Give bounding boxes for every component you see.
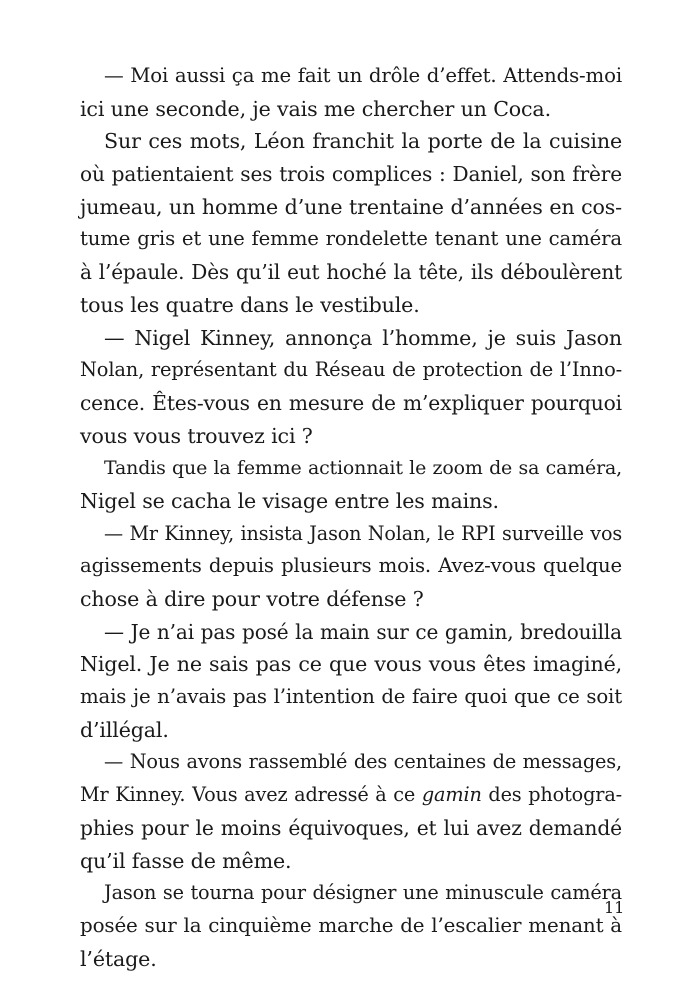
text-line: mais je n’avais pas l’intention de faire quoi que ce soit [80, 685, 622, 709]
text-line: jumeau, un homme d’une trentaine d’années en cos- [80, 194, 622, 219]
text-line: Sur ces mots, Léon franchit la porte de la cuisine [104, 129, 622, 154]
text-line: Nigel se cacha le visage entre les mains. [80, 488, 499, 513]
page-number: 11 [604, 898, 625, 917]
text-line: — Nous avons rassemblé des centaines de messages, [104, 750, 622, 774]
text-line: Nigel. Je ne sais pas ce que vous vous êtes imaginé, [80, 652, 622, 677]
text-line: — Je n’ai pas posé la main sur ce gamin, bredouilla [104, 619, 622, 644]
text-line: — Moi aussi ça me fait un drôle d’effet. Attends-moi [104, 64, 622, 87]
text-line: Nolan, représentant du Réseau de protection de l’Inno- [80, 358, 622, 382]
text-line: posée sur la cinquième marche de l’escalier menant à [80, 913, 622, 937]
text-line: — Nigel Kinney, annonça l’homme, je suis Jason [104, 325, 622, 350]
text-line: tous les quatre dans le vestibule. [80, 292, 420, 317]
italic-word: gamin [421, 783, 482, 807]
text-line: cence. Êtes-vous en mesure de m’expliquer pourquoi [80, 390, 622, 415]
text-line: ici une seconde, je vais me chercher un Coca. [80, 96, 551, 121]
text-line: agissements depuis plusieurs mois. Avez-vous quelque [80, 554, 622, 578]
text-fragment: Mr Kinney. Vous avez adressé à ce [80, 783, 422, 807]
body-text [80, 60, 625, 975]
text-line: d’illégal. [80, 717, 169, 742]
text-line: — Mr Kinney, insista Jason Nolan, le RPI surveille vos [104, 521, 622, 545]
text-line: vous vous trouvez ici ? [80, 423, 313, 448]
text-line: qu’il fasse de même. [80, 848, 292, 873]
text-line: Tandis que la femme actionnait le zoom de sa caméra, [104, 457, 622, 480]
text-line: tume gris et une femme rondelette tenant une caméra [80, 227, 622, 251]
text-line [80, 779, 622, 812]
text-line: Jason se tourna pour désigner une minuscule caméra [104, 881, 622, 905]
text-line: chose à dire pour votre défense ? [80, 587, 424, 611]
text-fragment: des photogra- [481, 783, 623, 807]
text-line: phies pour le moins équivoques, et lui avez demandé [80, 815, 622, 840]
text-line: où patientaient ses trois complices : Daniel, son frère [80, 162, 622, 187]
text-line: à l’épaule. Dès qu’il eut hoché la tête, ils déboulèrent [80, 260, 622, 285]
text-line: l’étage. [80, 946, 157, 971]
